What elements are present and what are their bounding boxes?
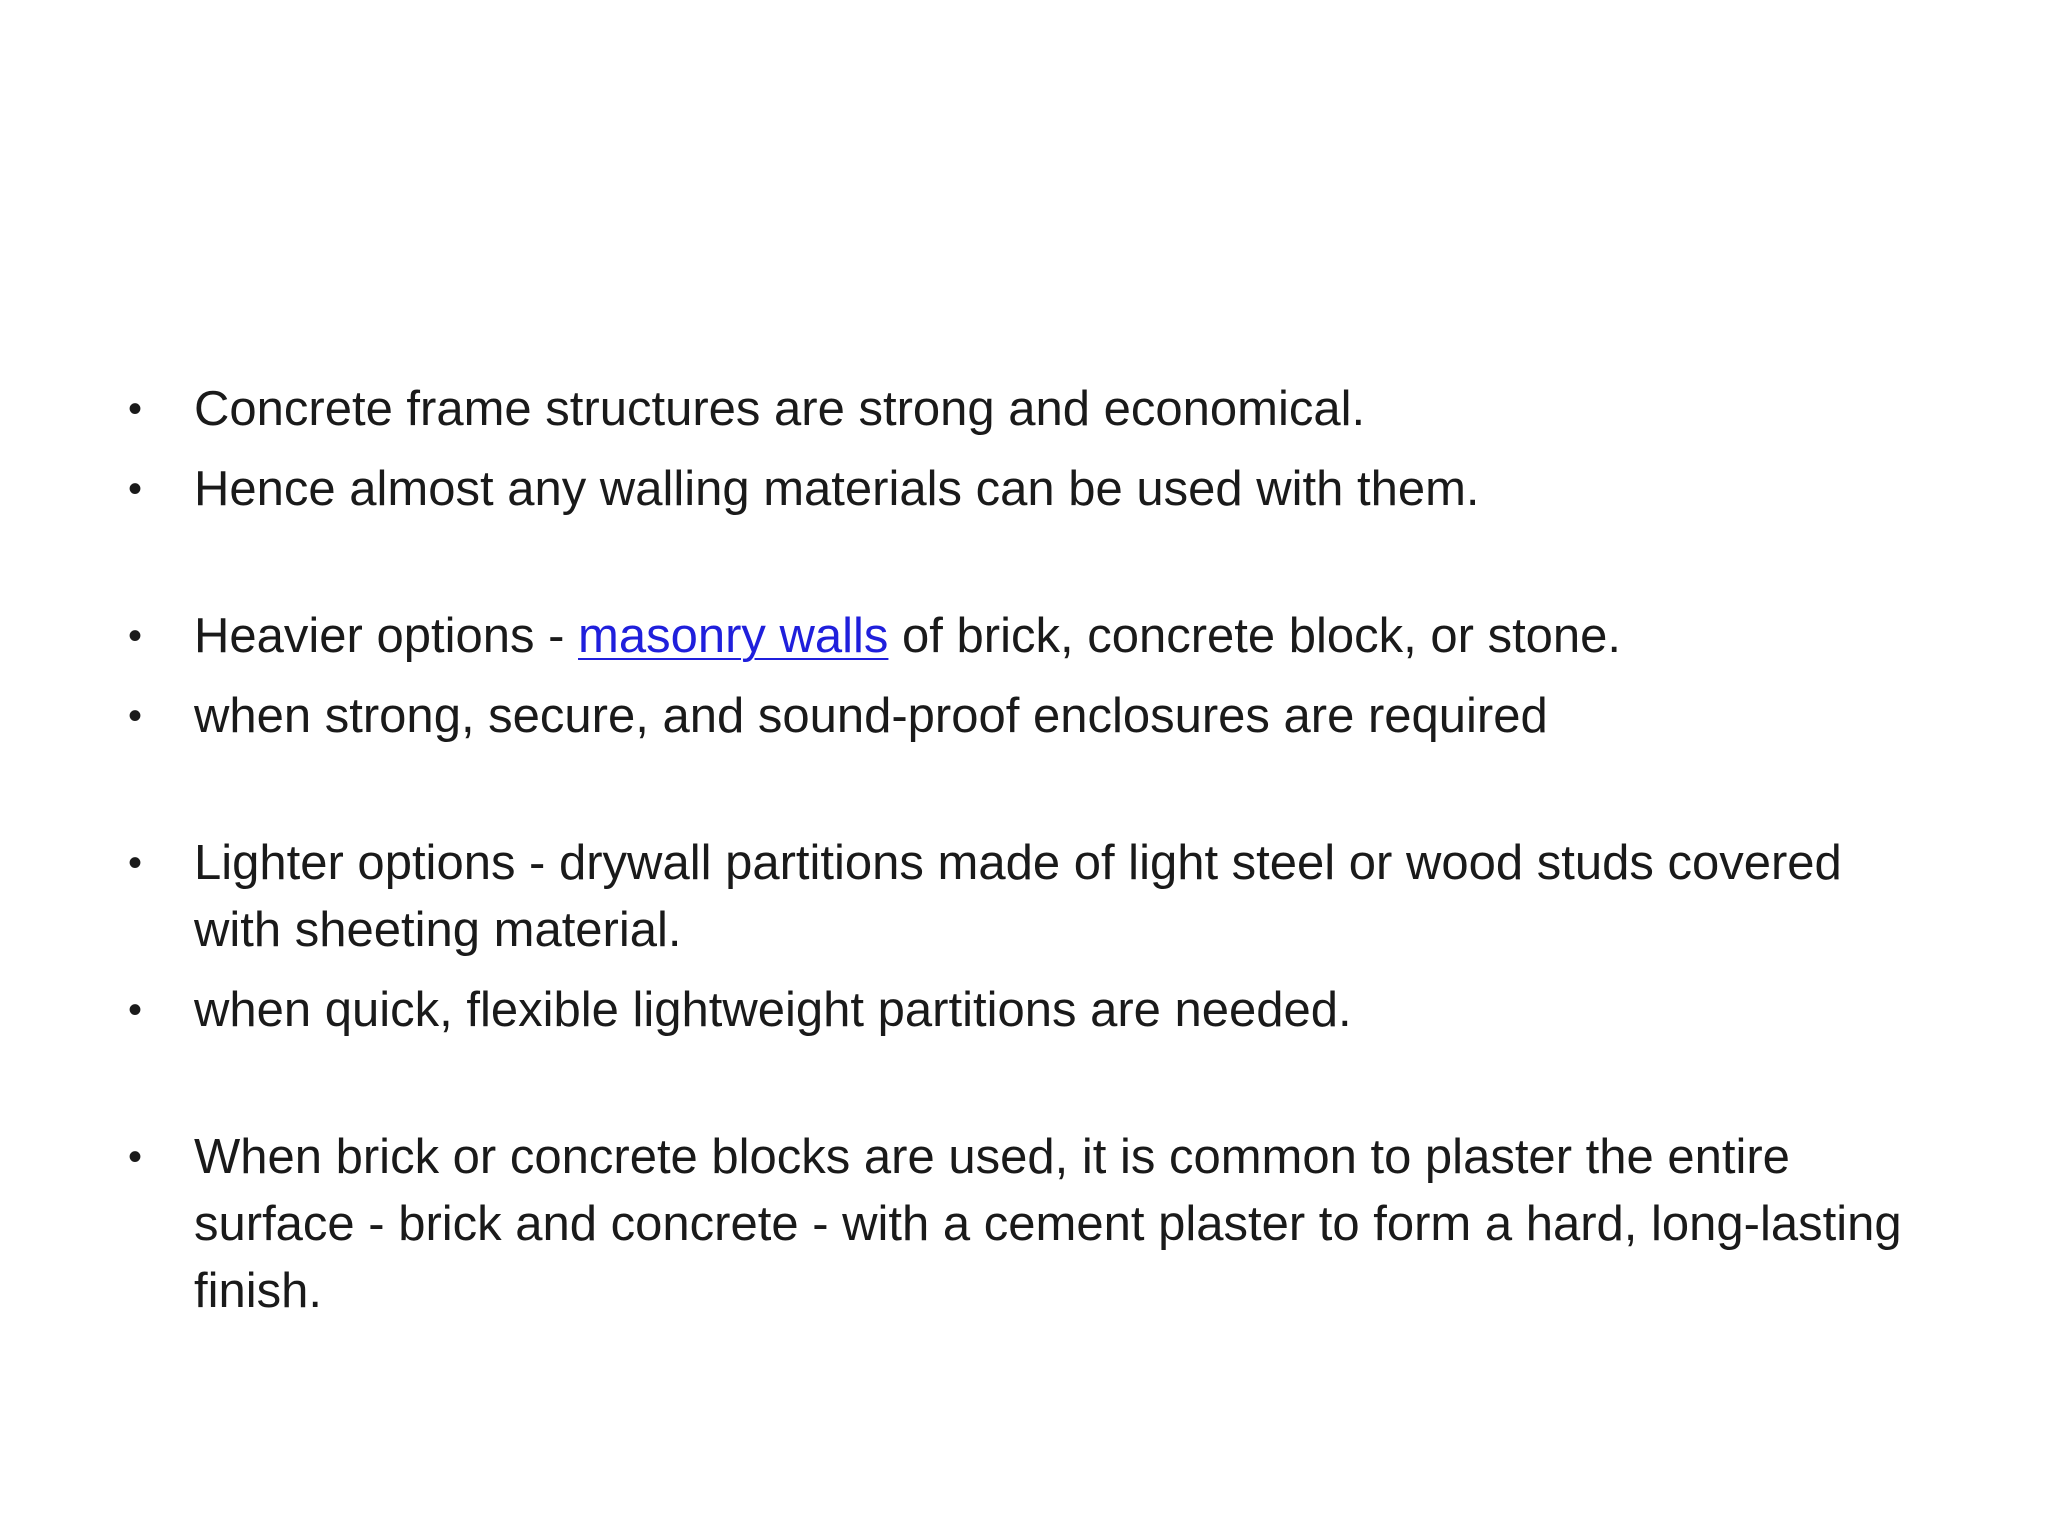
bullet-text-before-link: Heavier options -: [194, 609, 579, 663]
bullet-text: Hence almost any walling materials can be used with them.: [194, 462, 1480, 516]
bullet-text-after-link: of brick, concrete block, or stone.: [888, 609, 1622, 663]
bullet-icon: •: [128, 988, 143, 1032]
bullet-icon: •: [128, 841, 143, 885]
bullet-list: [122, 376, 1942, 1338]
bullet-item: [122, 376, 1942, 443]
bullet-icon: •: [128, 614, 143, 658]
bullet-text: Concrete frame structures are strong and economical.: [194, 382, 1366, 436]
bullet-icon: •: [128, 387, 143, 431]
masonry-walls-link[interactable]: masonry walls: [578, 609, 889, 663]
bullet-text: when quick, flexible lightweight partitions are needed.: [194, 983, 1352, 1037]
bullet-item: [122, 683, 1942, 750]
bullet-text: Lighter options - drywall partitions made of light steel or wood studs covered with sheeting material.: [194, 836, 1842, 957]
bullet-item: [122, 456, 1942, 523]
bullet-icon: •: [128, 1135, 143, 1179]
bullet-item: [122, 603, 1942, 670]
bullet-item: [122, 830, 1942, 964]
bullet-item: [122, 977, 1942, 1044]
bullet-text: when strong, secure, and sound-proof enclosures are required: [194, 689, 1548, 743]
bullet-item: [122, 1124, 1942, 1325]
bullet-text: When brick or concrete blocks are used, it is common to plaster the entire surface - brick and concrete - with a cement plaster to form a hard, long-lasting finish.: [194, 1130, 1902, 1318]
bullet-icon: •: [128, 694, 143, 738]
bullet-icon: •: [128, 467, 143, 511]
